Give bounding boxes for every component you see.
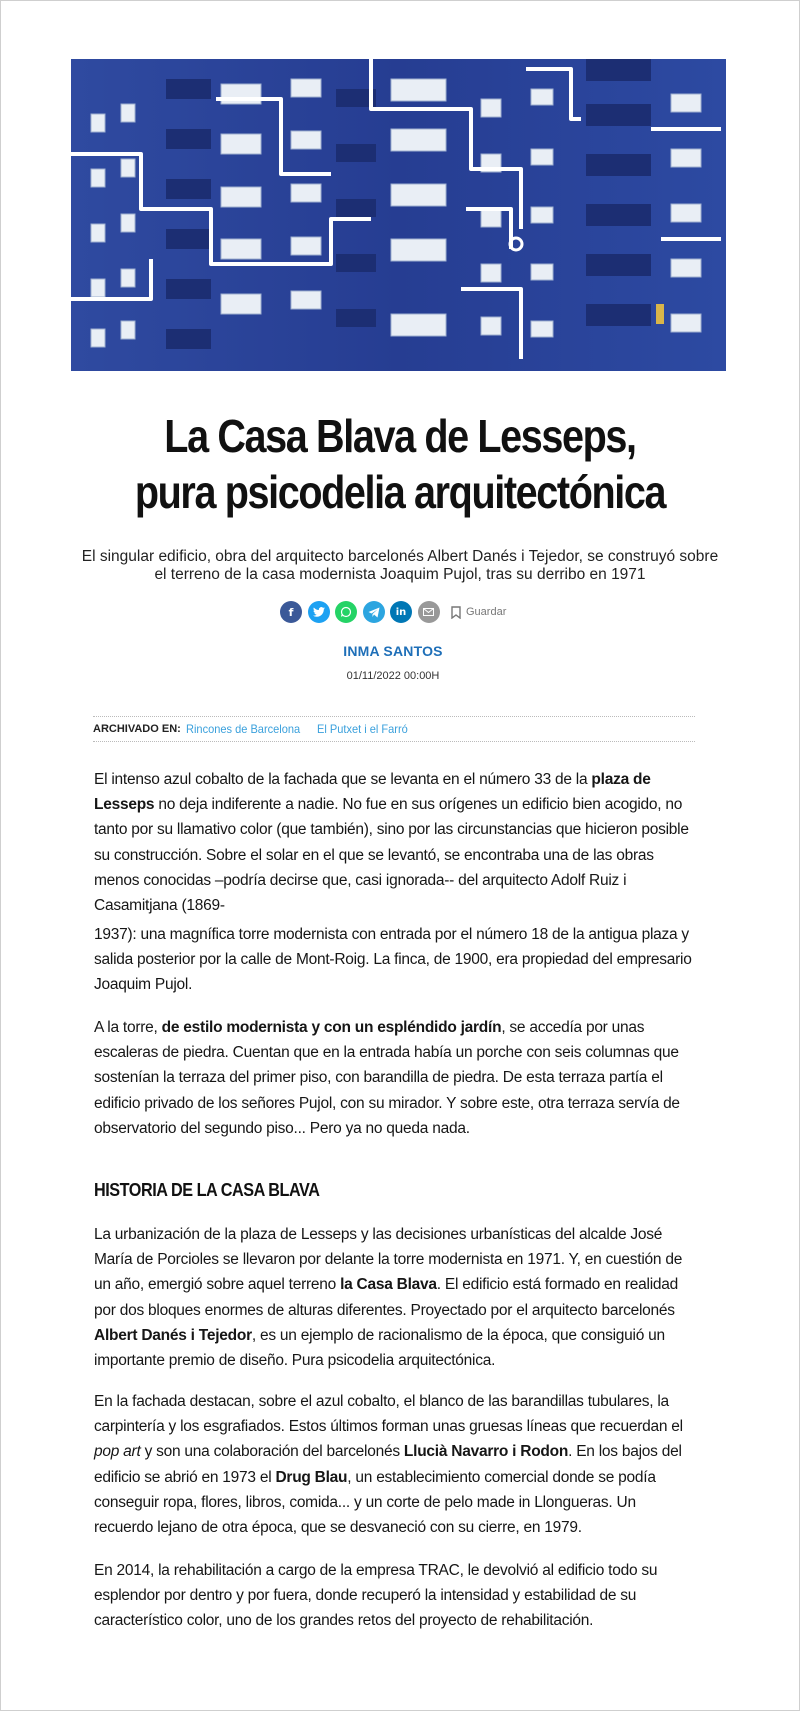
title-line-2: pura psicodelia arquitectónica [134, 466, 666, 518]
text: y son una colaboración del barcelonés [140, 1443, 404, 1461]
author-name[interactable]: INMA SANTOS [343, 643, 443, 659]
title-line-1: La Casa Blava de Lesseps, [164, 410, 636, 462]
bold-text: la Casa Blava [340, 1276, 437, 1294]
bookmark-icon [451, 606, 461, 619]
text: no deja indiferente a nadie. No fue en sus orígenes un edificio bien acogido, no tanto por su llamativo color (que también), sino por las circunstancias que hicieron posible su construcción. Sobre el solar en el que se levantó, se encontraba una de las obras menos conocidas –podría decirse que, casi ignorada-- del arquitecto Adolf Ruiz i Casamitjana (1869- [94, 796, 689, 915]
tag-link[interactable]: El Putxet i el Farró [316, 722, 408, 736]
tag-link[interactable]: Rincones de Barcelona [185, 722, 300, 736]
telegram-share-icon[interactable] [363, 601, 385, 623]
paragraph-1 [94, 767, 698, 918]
text: La urbanización de la plaza de Lesseps y las decisiones urbanísticas del alcalde José María de Porcioles se llevaron por delante la torre modernista en 1971. Y, en cuestión de un año, emergió sobre aquel terreno [94, 1226, 683, 1294]
whatsapp-share-icon[interactable] [335, 601, 357, 623]
share-bar [280, 600, 506, 624]
publish-date: 01/11/2022 00:00H [346, 670, 440, 682]
text: , es un ejemplo de racionalismo de la época, que consiguió un importante premio de diseño. Pura psicodelia arquitectónica. [94, 1326, 665, 1370]
article-subtitle: El singular edificio, obra del arquitecto barcelonés Albert Danés i Tejedor, se construyó sobre el terreno de la casa modernista Joaquim Pujol, tras su derribo en 1971 [81, 548, 719, 583]
paragraph-5 [94, 1558, 698, 1634]
twitter-share-icon[interactable] [308, 601, 330, 623]
paragraph-3 [94, 1222, 698, 1373]
bold-text: plaza de Lesseps [94, 771, 651, 814]
linkedin-share-icon[interactable]: in [390, 601, 412, 623]
text: , un establecimiento comercial donde se podía conseguir ropa, flores, libros, comida... y un corte de pelo made in Llongueras. Un recuerdo lejano de otra época, que se desvaneció con su cierre, en 1979. [94, 1468, 656, 1537]
paragraph-1-continued [94, 922, 698, 998]
text: A la torre, [94, 1019, 162, 1036]
save-button[interactable] [451, 606, 506, 619]
section-heading: HISTORIA DE LA CASA BLAVA [94, 1180, 320, 1200]
text: En la fachada destacan, sobre el azul cobalto, el blanco de las barandillas tubulares, la carpintería y los esgrafiados. Estos últimos forman unas gruesas líneas que recuerdan el [94, 1393, 683, 1436]
tags-bar [93, 716, 695, 742]
text: En 2014, la rehabilitación a cargo de la empresa TRAC, le devolvió al edificio todo su esplendor por dentro y por fuera, donde recuperó la intensidad y estabilidad de su característico color, uno de los grandes retos del proyecto de rehabilitación. [94, 1562, 658, 1630]
text: El intenso azul cobalto de la fachada que se levanta en el número 33 de la [94, 771, 592, 788]
bold-text: Albert Danés i Tejedor [94, 1326, 252, 1344]
facebook-share-icon[interactable]: f [280, 601, 302, 623]
text: . El edificio está formado en realidad por dos bloques enormes de alturas diferentes. Proyectado por el arquitecto barcelonés [94, 1276, 679, 1319]
text: . En los bajos del edificio se abrió en 1973 el [94, 1443, 682, 1486]
bold-text: Llucià Navarro i Rodon [403, 1443, 569, 1461]
save-label: Guardar [466, 606, 507, 618]
email-share-icon[interactable] [418, 601, 440, 623]
article-title [108, 408, 693, 520]
paragraph-2 [94, 1015, 698, 1141]
text: , se accedía por unas escaleras de piedra. Cuentan que en la entrada había un porche con seis columnas que sostenían la terraza del primer piso, con barandilla de piedra. De esta terraza partía el edificio privado de los señores Pujol, con su mirador. Y sobre este, otra terraza servía de observatorio del segundo piso... Pero ya no queda nada. [94, 1019, 680, 1137]
italic-text: pop art [94, 1443, 141, 1461]
hero-image-casa-blava [71, 59, 726, 371]
bold-text: de estilo modernista y con un espléndido jardín [161, 1019, 502, 1036]
paragraph-4 [94, 1389, 698, 1540]
tags-label: ARCHIVADO EN: [93, 723, 181, 735]
text: 1937): una magnífica torre modernista con entrada por el número 18 de la antigua plaza y salida posterior por la calle de Mont-Roig. La finca, de 1900, era propiedad del empresario Joaquim Pujol. [94, 926, 692, 994]
bold-text: Drug Blau [275, 1468, 348, 1486]
